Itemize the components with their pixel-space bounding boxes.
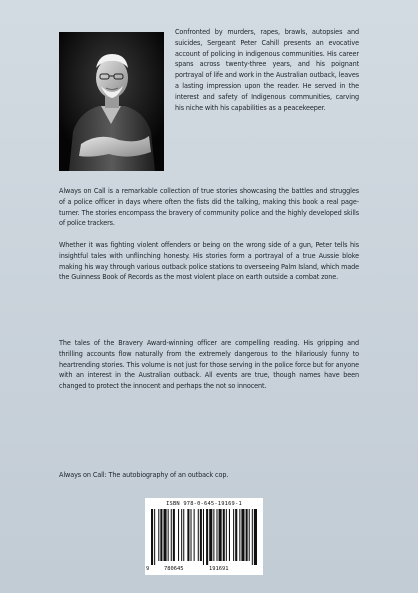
barcode-bar bbox=[241, 509, 244, 561]
author-photo bbox=[59, 32, 164, 171]
barcode-bar bbox=[229, 509, 230, 561]
barcode-bar bbox=[223, 509, 225, 561]
description-paragraph: The tales of the Bravery Award-winning officer are compelling reading. His gripping and thrilling accounts flow naturally from the extremely dangerous to the hilariously funny to heartrending stories. This volume is not just for those serving in the police force but for anyone with an interest in the Australian outback. All events are true, though names have been changed to protect the innocent and perhaps the not so innocent. bbox=[59, 338, 359, 391]
barcode-bar bbox=[200, 509, 202, 561]
barcode-bar bbox=[173, 509, 175, 561]
barcode-bar bbox=[187, 509, 189, 561]
description-paragraph: Whether it was fighting violent offenders or being on the wrong side of a gun, Peter tells his insightful tales with unflinching honesty. His stories form a portrayal of a true Aussie bloke making his way through various outback police stations to overseeing Palm Island, which made the Guinness Book of Records as the most violent place on earth outside a combat zone. bbox=[59, 240, 360, 282]
barcode-bar bbox=[226, 509, 227, 561]
tagline: Always on Call: The autobiography of an outback cop. bbox=[59, 470, 229, 479]
barcode-digits-left: 780645 bbox=[164, 566, 184, 572]
barcode-bars bbox=[151, 509, 257, 565]
barcode-bar bbox=[219, 509, 222, 561]
barcode-bar bbox=[206, 509, 208, 565]
barcode-bar bbox=[163, 509, 166, 561]
barcode-bar bbox=[252, 509, 253, 565]
barcode-bar bbox=[249, 509, 250, 561]
barcode-bar bbox=[233, 509, 234, 561]
intro-paragraph: Confronted by murders, rapes, brawls, autopsies and suicides, Sergeant Peter Cahill presents an evocative account of policing in indigenous communities. His career spans across twenty-three years, and his poignant portrayal of life and work in the Australian outback, leaves a lasting impression upon the reader. He served in the interest and safety of Indigenous communities, carving his niche with his capabilities as a peacekeeper. bbox=[175, 27, 359, 112]
barcode-bar bbox=[158, 509, 159, 561]
barcode-bar bbox=[209, 509, 212, 561]
barcode-bar bbox=[168, 509, 169, 561]
barcode-digit-first: 9 bbox=[146, 566, 150, 572]
barcode-bar bbox=[151, 509, 153, 565]
barcode-bar bbox=[171, 509, 172, 561]
barcode-bar bbox=[213, 509, 214, 561]
barcode-bar bbox=[183, 509, 184, 561]
barcode-bar bbox=[190, 509, 191, 561]
barcode-bar bbox=[178, 509, 179, 561]
isbn-barcode bbox=[145, 498, 263, 575]
barcode-bar bbox=[235, 509, 237, 561]
barcode-bar bbox=[216, 509, 217, 561]
barcode-bar bbox=[203, 509, 204, 565]
barcode-bar bbox=[254, 509, 257, 565]
barcode-bar bbox=[239, 509, 240, 561]
isbn-label: ISBN 978-0-645-19169-1 bbox=[166, 501, 242, 507]
barcode-bar bbox=[160, 509, 162, 561]
barcode-digits-right: 191691 bbox=[209, 566, 229, 572]
barcode-bar bbox=[154, 509, 155, 565]
barcode-bar bbox=[194, 509, 195, 561]
description-paragraph: Always on Call is a remarkable collection of true stories showcasing the battles and struggles of a police officer in days where often the fists did the talking, making this book a real page-turner. The stories encompass the bravery of community police and the highly developed skills of police trackers. bbox=[59, 186, 359, 228]
barcode-bar bbox=[246, 509, 248, 561]
barcode-bar bbox=[181, 509, 182, 561]
barcode-bar bbox=[198, 509, 199, 561]
